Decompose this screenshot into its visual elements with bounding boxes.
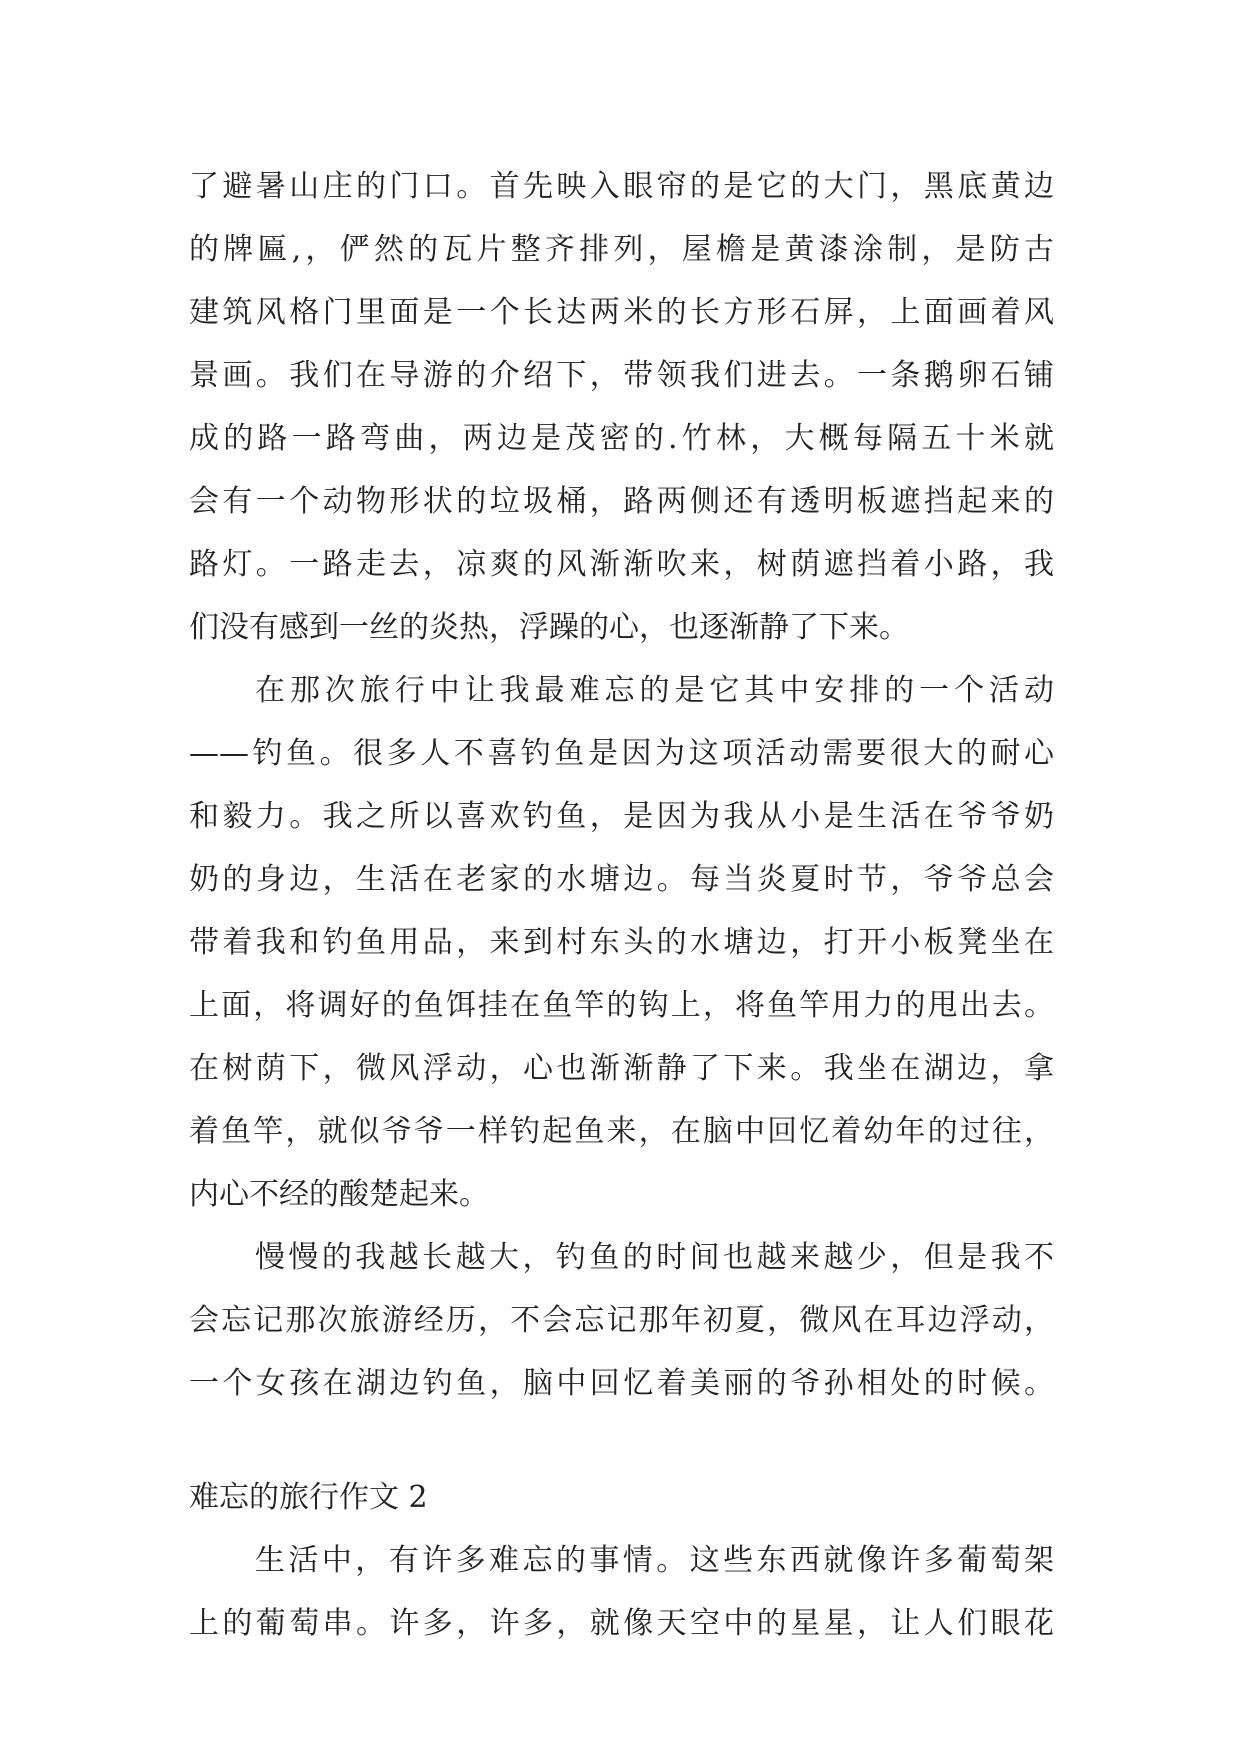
text-line: 和毅力。我之所以喜欢钓鱼，是因为我从小是生活在爷爷奶 (189, 799, 1054, 834)
text-line: 会有一个动物形状的垃圾桶，路两侧还有透明板遮挡起来的 (189, 484, 1054, 519)
text-line: 在树荫下，微风浮动，心也渐渐静了下来。我坐在湖边，拿 (189, 1051, 1054, 1086)
text-line: 慢慢的我越长越大，钓鱼的时间也越来越少，但是我不 (255, 1240, 1054, 1275)
text-line: 在那次旅行中让我最难忘的是它其中安排的一个活动 (255, 673, 1054, 708)
text-line: 建筑风格门里面是一个长达两米的长方形石屏，上面画着风 (189, 295, 1054, 330)
paragraph-3 (189, 1226, 1054, 1415)
text-line: 了避暑山庄的门口。首先映入眼帘的是它的大门，黑底黄边 (189, 169, 1054, 204)
paragraph-1 (189, 155, 1054, 659)
text-line: 一个女孩在湖边钓鱼，脑中回忆着美丽的爷孙相处的时候。 (189, 1366, 1054, 1401)
text-line: 景画。我们在导游的介绍下，带领我们进去。一条鹅卵石铺 (189, 358, 1054, 393)
text-line: ——钓鱼。很多人不喜钓鱼是因为这项活动需要很大的耐心 (189, 736, 1054, 771)
text-line: 们没有感到一丝的炎热，浮躁的心，也逐渐静了下来。 (189, 610, 909, 645)
section-gap (189, 1415, 1054, 1466)
section-heading: 难忘的旅行作文 2 (189, 1480, 428, 1515)
text-line: 内心不经的酸楚起来。 (189, 1177, 489, 1212)
document-page (189, 155, 1054, 1655)
text-line: 着鱼竿，就似爷爷一样钓起鱼来，在脑中回忆着幼年的过往， (189, 1114, 1054, 1149)
text-line: 奶的身边，生活在老家的水塘边。每当炎夏时节，爷爷总会 (189, 862, 1054, 897)
text-line: 带着我和钓鱼用品，来到村东头的水塘边，打开小板凳坐在 (189, 925, 1054, 960)
text-line: 生活中，有许多难忘的事情。这些东西就像许多葡萄架 (255, 1543, 1054, 1578)
text-line: 上面，将调好的鱼饵挂在鱼竿的钩上，将鱼竿用力的甩出去。 (189, 988, 1054, 1023)
text-line: 路灯。一路走去，凉爽的风渐渐吹来，树荫遮挡着小路，我 (189, 547, 1054, 582)
paragraph-4 (189, 1529, 1054, 1655)
text-line: 的牌匾,，俨然的瓦片整齐排列，屋檐是黄漆涂制，是防古 (189, 232, 1054, 267)
text-line: 成的路一路弯曲，两边是茂密的.竹林，大概每隔五十米就 (189, 421, 1054, 456)
paragraph-2 (189, 659, 1054, 1226)
text-line: 会忘记那次旅游经历，不会忘记那年初夏，微风在耳边浮动， (189, 1303, 1054, 1338)
text-line: 上的葡萄串。许多，许多，就像天空中的星星，让人们眼花 (189, 1606, 1054, 1641)
